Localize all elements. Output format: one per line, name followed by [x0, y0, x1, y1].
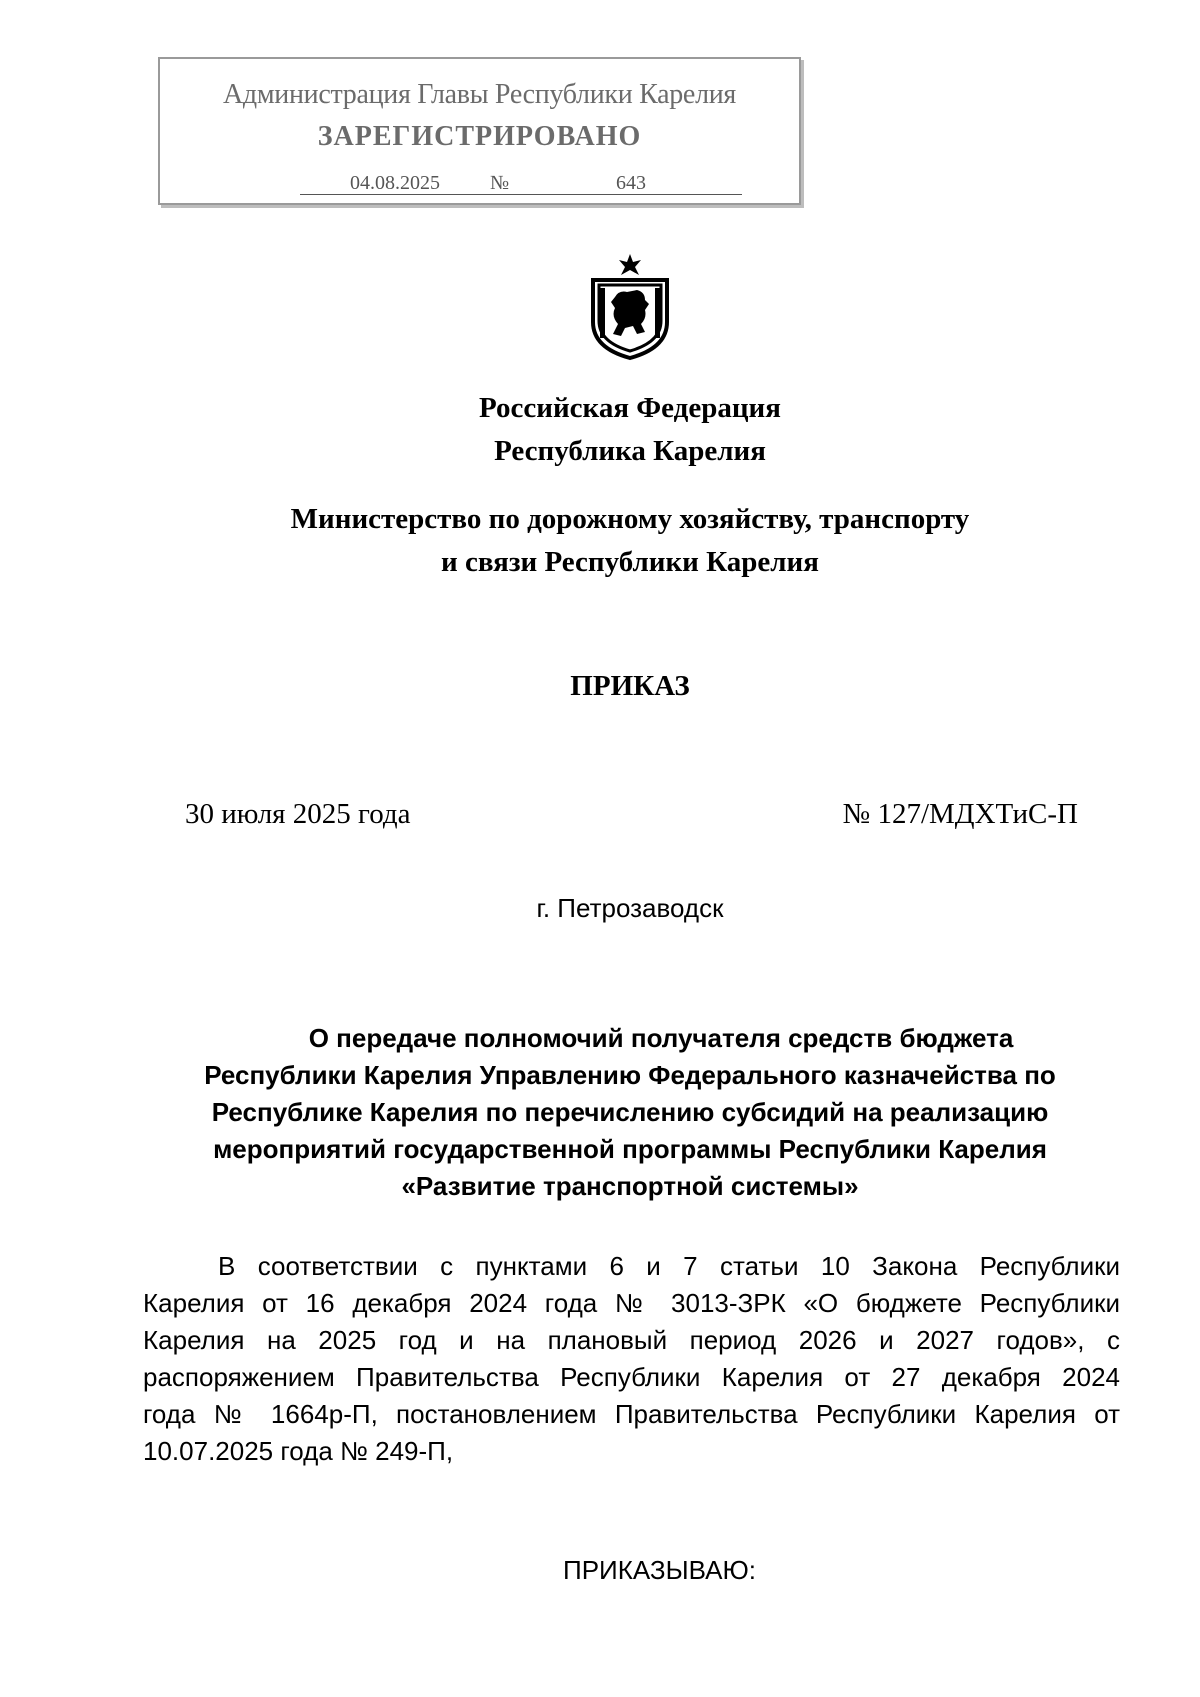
- karelia-coat-of-arms-icon: [585, 252, 675, 362]
- republic-title: Республика Карелия: [494, 435, 766, 467]
- paragraph-line: распоряжением Правительства Республики Карелия от 27 декабря 2024: [143, 1362, 1120, 1392]
- city: г. Петрозаводск: [536, 893, 724, 923]
- registration-stamp: [158, 57, 801, 205]
- order-date: 30 июля 2025 года: [185, 798, 411, 830]
- country-title: Российская Федерация: [479, 392, 781, 424]
- ministry-title-line2: и связи Республики Карелия: [441, 546, 819, 578]
- paragraph-line: 10.07.2025 года № 249-П,: [143, 1436, 454, 1466]
- paragraph-line: Карелия от 16 декабря 2024 года № 3013-ЗРК «О бюджете Республики: [143, 1288, 1120, 1318]
- paragraph-line: В соответствии с пунктами 6 и 7 статьи 10 Закона Республики: [218, 1251, 1120, 1281]
- document-type: ПРИКАЗ: [570, 670, 690, 702]
- stamp-date: 04.08.2025: [300, 172, 490, 195]
- ministry-title-line1: Министерство по дорожному хозяйству, транспорту: [290, 503, 970, 535]
- subject-line: Республике Карелия по перечислению субсидий на реализацию: [211, 1097, 1049, 1127]
- paragraph-line: года № 1664р-П, постановлением Правительства Республики Карелия от: [143, 1399, 1120, 1429]
- subject-line: «Развитие транспортной системы»: [401, 1171, 859, 1201]
- preamble-paragraph: [143, 1248, 1120, 1470]
- decree-word: ПРИКАЗЫВАЮ:: [563, 1555, 756, 1585]
- stamp-status: ЗАРЕГИСТРИРОВАНО: [317, 121, 642, 152]
- order-number: № 127/МДХТиС-П: [842, 798, 1078, 830]
- subject-line: О передаче полномочий получателя средств бюджета: [308, 1023, 1014, 1053]
- subject-line: мероприятий государственной программы Республики Карелия: [213, 1134, 1047, 1164]
- stamp-number: 643: [520, 172, 742, 195]
- stamp-authority: Администрация Главы Республики Карелия: [223, 79, 736, 110]
- stamp-number-sign: №: [490, 172, 520, 195]
- paragraph-line: Карелия на 2025 год и на плановый период 2026 и 2027 годов», с: [143, 1325, 1120, 1355]
- order-subject: [140, 1020, 1120, 1205]
- subject-line: Республики Карелия Управлению Федерального казначейства по: [204, 1060, 1056, 1090]
